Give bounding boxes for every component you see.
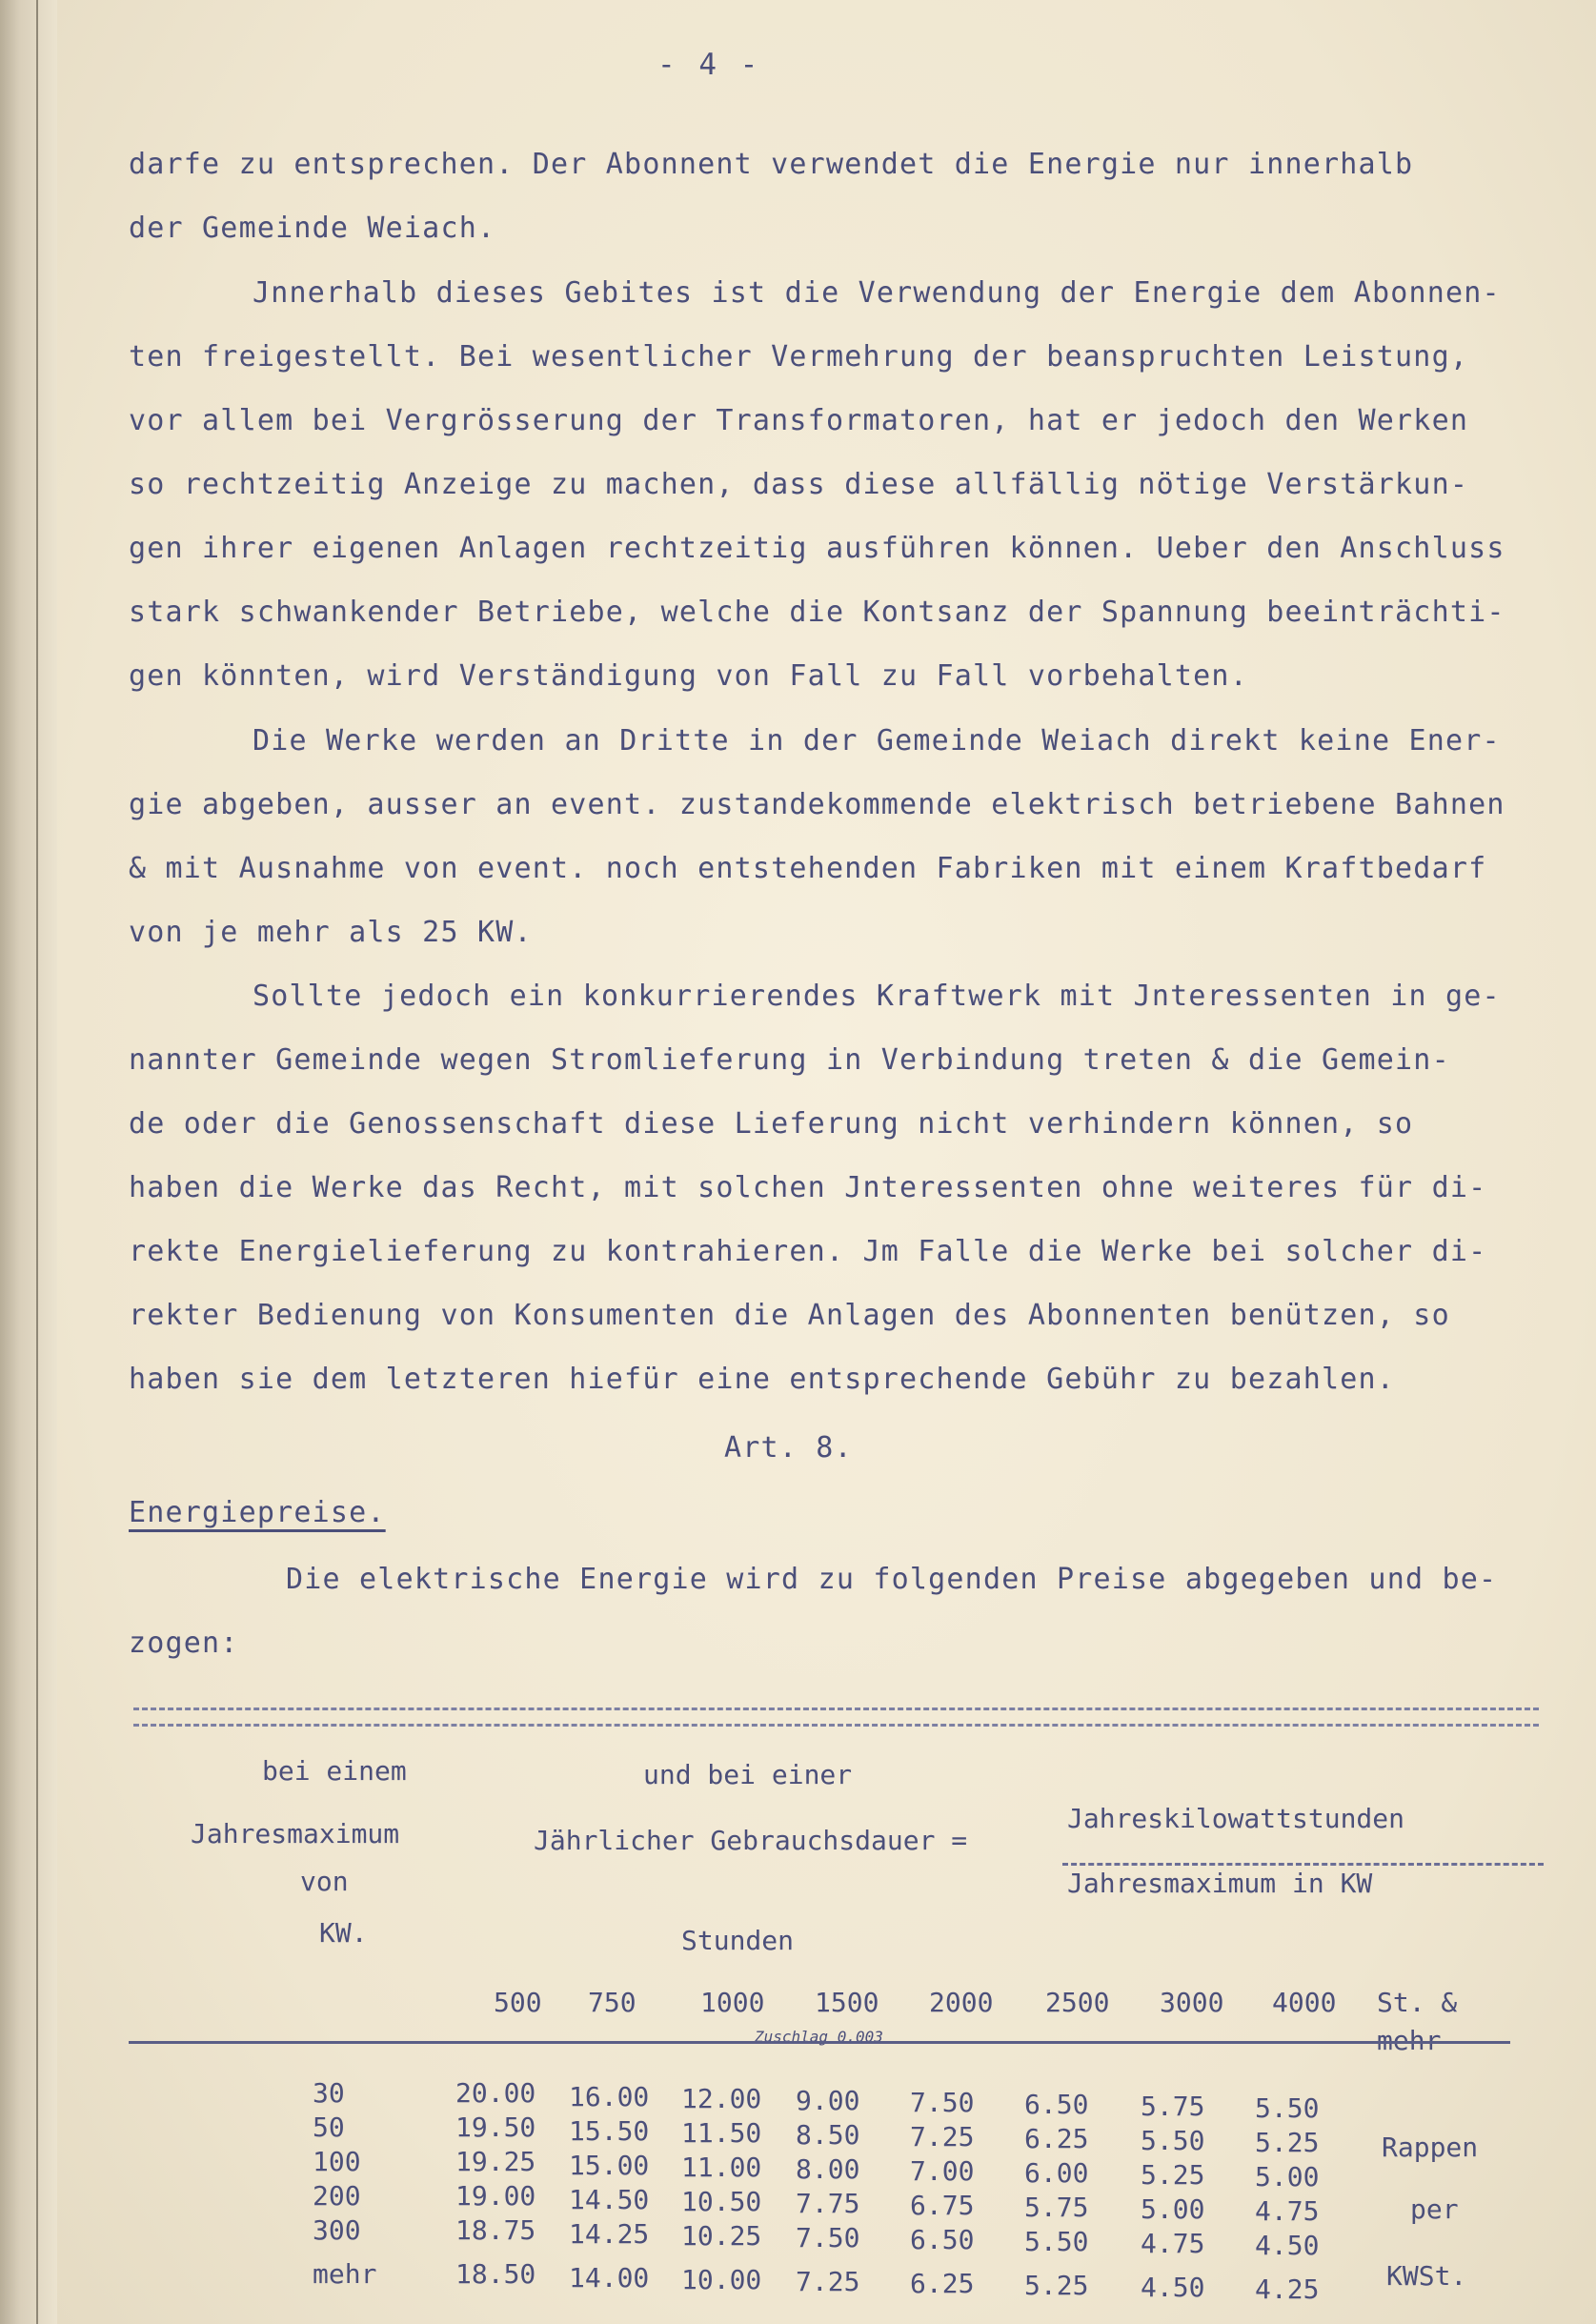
fraction-numerator: Jahreskilowattstunden (1067, 1803, 1405, 1834)
table-cell-price: 6.75 (910, 2190, 975, 2221)
table-cell-price: 4.50 (1255, 2230, 1320, 2261)
table-cell-kw: 100 (313, 2146, 361, 2177)
column-header: 3000 (1160, 1987, 1224, 2018)
table-cell-price: 6.25 (910, 2268, 975, 2299)
table-cell-price: 14.25 (569, 2218, 650, 2250)
text-line: rekter Bedienung von Konsumenten die Anlagen des Abonnenten benützen, so (129, 1299, 1450, 1332)
table-cell-price: 7.50 (796, 2222, 860, 2253)
text-line: darfe zu entsprechen. Der Abonnent verwendet die Energie nur innerhalb (129, 148, 1414, 181)
handwritten-note: Zuschlag 0,003 (755, 2028, 883, 2046)
text-line: gen könnten, wird Verständigung von Fall zu Fall vorbehalten. (129, 659, 1248, 693)
table-cell-price: 11.50 (681, 2117, 762, 2149)
table-cell-price: 10.00 (681, 2264, 762, 2295)
table-cell-price: 10.50 (681, 2186, 762, 2217)
text-line: de oder die Genossenschaft diese Lieferung nicht verhindern können, so (129, 1107, 1414, 1141)
column-header: St. & (1377, 1987, 1458, 2018)
table-cell-price: 7.25 (910, 2121, 975, 2152)
text-line: Sollte jedoch ein konkurrierendes Kraftwerk mit Jnteressenten in ge- (253, 980, 1501, 1013)
table-cell-price: 10.25 (681, 2220, 762, 2252)
table-cell-price: 4.50 (1141, 2272, 1205, 2303)
column-header: mehr (1377, 2025, 1442, 2056)
binding-fold (36, 0, 38, 2324)
table-cell-price: 5.25 (1141, 2159, 1205, 2191)
table-left-header: Jahresmaximum (191, 1818, 400, 1849)
column-header: 1000 (700, 1987, 765, 2018)
text-line: der Gemeinde Weiach. (129, 212, 496, 245)
text-line: haben sie dem letzteren hiefür eine entsprechende Gebühr zu bezahlen. (129, 1363, 1396, 1396)
table-cell-price: 19.00 (455, 2180, 536, 2212)
table-rule (129, 2041, 1510, 2044)
table-cell-kw: 300 (313, 2214, 361, 2246)
column-header: 2500 (1045, 1987, 1110, 2018)
table-cell-kw: mehr (313, 2258, 377, 2290)
text-line: haben die Werke das Recht, mit solchen Jnteressenten ohne weiteres für di- (129, 1171, 1487, 1204)
table-mid-header: Stunden (681, 1925, 795, 1956)
fraction-denominator: Jahresmaximum in KW (1067, 1868, 1373, 1899)
column-header: 4000 (1272, 1987, 1337, 2018)
unit-label: KWSt. (1386, 2260, 1467, 2292)
table-left-header: KW. (319, 1917, 368, 1949)
table-cell-price: 8.00 (796, 2153, 860, 2185)
table-cell-price: 5.00 (1255, 2161, 1320, 2193)
table-cell-price: 5.50 (1024, 2226, 1089, 2257)
table-cell-price: 6.50 (1024, 2089, 1089, 2120)
table-cell-price: 19.50 (455, 2112, 536, 2143)
table-cell-price: 4.75 (1255, 2195, 1320, 2227)
table-mid-header: Jährlicher Gebrauchsdauer = (534, 1825, 968, 1856)
section-title: Energiepreise. (129, 1496, 386, 1529)
text-line: Die Werke werden an Dritte in der Gemeinde Weiach direkt keine Ener- (253, 724, 1501, 758)
table-cell-price: 11.00 (681, 2152, 762, 2183)
table-cell-price: 14.50 (569, 2184, 650, 2215)
table-cell-price: 20.00 (455, 2077, 536, 2109)
column-header: 2000 (929, 1987, 994, 2018)
table-cell-price: 5.50 (1255, 2092, 1320, 2124)
column-header: 500 (494, 1987, 542, 2018)
table-cell-price: 6.50 (910, 2224, 975, 2255)
table-cell-price: 5.25 (1024, 2270, 1089, 2301)
article-heading: Art. 8. (724, 1431, 853, 1465)
table-cell-price: 8.50 (796, 2119, 860, 2151)
book-binding (0, 0, 57, 2324)
table-cell-kw: 200 (313, 2180, 361, 2212)
table-cell-price: 5.25 (1255, 2127, 1320, 2158)
table-cell-price: 7.25 (796, 2266, 860, 2297)
text-line: rekte Energielieferung zu kontrahieren. Jm Falle die Werke bei solcher di- (129, 1235, 1487, 1268)
text-line: so rechtzeitig Anzeige zu machen, dass diese allfällig nötige Verstärkun- (129, 468, 1469, 501)
table-cell-price: 4.25 (1255, 2273, 1320, 2305)
table-cell-price: 5.75 (1024, 2192, 1089, 2223)
table-cell-price: 9.00 (796, 2085, 860, 2116)
table-cell-price: 15.50 (569, 2115, 650, 2147)
text-line: stark schwankender Betriebe, welche die Kontsanz der Spannung beeinträchti- (129, 596, 1505, 629)
table-cell-price: 5.50 (1141, 2125, 1205, 2156)
table-cell-price: 5.75 (1141, 2091, 1205, 2122)
intro-line: zogen: (129, 1627, 239, 1660)
text-line: ten freigestellt. Bei wesentlicher Vermehrung der beanspruchten Leistung, (129, 340, 1469, 374)
text-line: nannter Gemeinde wegen Stromlieferung in Verbindung treten & die Gemein- (129, 1043, 1450, 1077)
unit-label: Rappen (1382, 2132, 1479, 2163)
column-header: 1500 (815, 1987, 879, 2018)
fraction-bar (1062, 1863, 1544, 1866)
table-cell-price: 4.75 (1141, 2228, 1205, 2259)
text-line: gie abgeben, ausser an event. zustandekommende elektrisch betriebene Bahnen (129, 788, 1505, 821)
table-mid-header: und bei einer (643, 1759, 853, 1790)
table-cell-price: 14.00 (569, 2262, 650, 2294)
table-cell-price: 16.00 (569, 2081, 650, 2112)
page-number: - 4 - (657, 48, 761, 82)
table-cell-kw: 50 (313, 2112, 345, 2143)
table-left-header: von (300, 1866, 349, 1897)
text-line: von je mehr als 25 KW. (129, 916, 533, 949)
table-cell-price: 15.00 (569, 2150, 650, 2181)
text-line: & mit Ausnahme von event. noch entstehenden Fabriken mit einem Kraftbedarf (129, 852, 1487, 885)
table-cell-price: 18.50 (455, 2258, 536, 2290)
unit-label: per (1410, 2193, 1459, 2225)
text-line: gen ihrer eigenen Anlagen rechtzeitig ausführen können. Ueber den Anschluss (129, 532, 1505, 565)
intro-line: Die elektrische Energie wird zu folgenden Preise abgegeben und be- (286, 1563, 1498, 1596)
table-cell-price: 7.00 (910, 2155, 975, 2187)
table-cell-price: 7.50 (910, 2087, 975, 2118)
table-cell-price: 18.75 (455, 2214, 536, 2246)
text-line: vor allem bei Vergrösserung der Transformatoren, hat er jedoch den Werken (129, 404, 1469, 437)
table-left-header: bei einem (262, 1755, 407, 1787)
column-header: 750 (588, 1987, 636, 2018)
table-cell-kw: 30 (313, 2077, 345, 2109)
table-cell-price: 5.00 (1141, 2193, 1205, 2225)
table-cell-price: 6.00 (1024, 2157, 1089, 2189)
table-cell-price: 19.25 (455, 2146, 536, 2177)
table-cell-price: 7.75 (796, 2188, 860, 2219)
table-cell-price: 12.00 (681, 2083, 762, 2114)
table-cell-price: 6.25 (1024, 2123, 1089, 2154)
text-line: Jnnerhalb dieses Gebites ist die Verwendung der Energie dem Abonnen- (253, 276, 1501, 310)
document-page (57, 0, 1596, 2324)
dashed-separator (133, 1708, 1539, 1727)
